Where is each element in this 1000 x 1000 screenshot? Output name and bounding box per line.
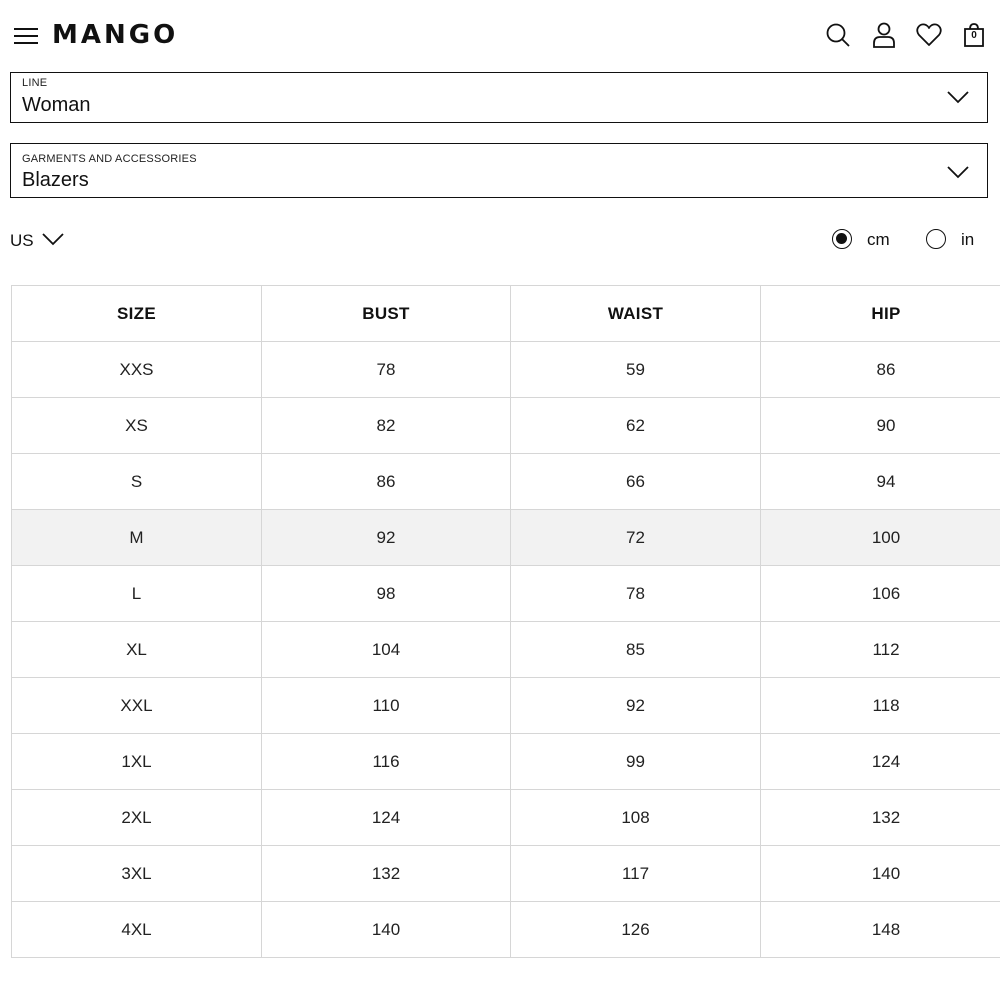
bust-cell: 78	[262, 342, 511, 398]
waist-cell: 85	[511, 622, 761, 678]
column-header-waist: WAIST	[511, 286, 761, 342]
hip-cell: 132	[761, 790, 1000, 846]
size-cell: XS	[12, 398, 262, 454]
waist-cell: 99	[511, 734, 761, 790]
waist-cell: 78	[511, 566, 761, 622]
garments-select-label: GARMENTS AND ACCESSORIES	[22, 153, 197, 165]
size-cell: 2XL	[12, 790, 262, 846]
bust-cell: 124	[262, 790, 511, 846]
size-cell: XXS	[12, 342, 262, 398]
table-row-highlighted	[12, 510, 1000, 566]
table-header-row	[12, 286, 1000, 342]
unit-radio-cm[interactable]	[832, 229, 852, 249]
bust-cell: 116	[262, 734, 511, 790]
hip-cell: 106	[761, 566, 1000, 622]
chevron-down-icon	[947, 165, 969, 179]
line-select[interactable]	[10, 72, 988, 123]
country-selector[interactable]: US	[10, 231, 34, 250]
size-cell: XXL	[12, 678, 262, 734]
waist-cell: 117	[511, 846, 761, 902]
hip-cell: 124	[761, 734, 1000, 790]
table-row	[12, 790, 1000, 846]
bust-cell: 132	[262, 846, 511, 902]
size-cell: XL	[12, 622, 262, 678]
menu-icon[interactable]	[14, 26, 40, 46]
bust-cell: 110	[262, 678, 511, 734]
unit-radio-in[interactable]	[926, 229, 946, 249]
hip-cell: 118	[761, 678, 1000, 734]
unit-label-in[interactable]: in	[961, 230, 975, 249]
hip-cell: 94	[761, 454, 1000, 510]
bag-count: 0	[971, 30, 977, 41]
table-row	[12, 846, 1000, 902]
bust-cell: 86	[262, 454, 511, 510]
bust-cell: 92	[262, 510, 511, 566]
size-cell: 3XL	[12, 846, 262, 902]
waist-cell: 108	[511, 790, 761, 846]
unit-label-cm[interactable]: cm	[867, 230, 890, 249]
table-row	[12, 734, 1000, 790]
waist-cell: 66	[511, 454, 761, 510]
size-chart-table	[11, 285, 1000, 958]
waist-cell: 59	[511, 342, 761, 398]
table-row	[12, 678, 1000, 734]
column-header-size: SIZE	[12, 286, 262, 342]
column-header-bust: BUST	[262, 286, 511, 342]
bust-cell: 82	[262, 398, 511, 454]
search-icon[interactable]	[823, 20, 853, 50]
size-cell: 4XL	[12, 902, 262, 958]
hip-cell: 90	[761, 398, 1000, 454]
waist-cell: 126	[511, 902, 761, 958]
shopping-bag-icon[interactable]	[959, 20, 989, 50]
garments-select[interactable]	[10, 143, 988, 198]
bust-cell: 104	[262, 622, 511, 678]
brand-logo[interactable]: MANGO	[52, 20, 179, 50]
size-cell: M	[12, 510, 262, 566]
size-cell: L	[12, 566, 262, 622]
waist-cell: 62	[511, 398, 761, 454]
line-select-value: Woman	[22, 94, 91, 116]
table-row	[12, 622, 1000, 678]
units-row	[10, 228, 990, 258]
chevron-down-icon[interactable]	[42, 232, 64, 246]
top-header	[0, 0, 1000, 72]
hip-cell: 140	[761, 846, 1000, 902]
waist-cell: 92	[511, 678, 761, 734]
hip-cell: 112	[761, 622, 1000, 678]
hip-cell: 148	[761, 902, 1000, 958]
chevron-down-icon	[947, 90, 969, 104]
garments-select-value: Blazers	[22, 169, 89, 191]
waist-cell: 72	[511, 510, 761, 566]
wishlist-heart-icon[interactable]	[914, 20, 944, 50]
table-row	[12, 566, 1000, 622]
column-header-hip: HIP	[761, 286, 1000, 342]
bust-cell: 98	[262, 566, 511, 622]
size-cell: 1XL	[12, 734, 262, 790]
table-row	[12, 902, 1000, 958]
size-cell: S	[12, 454, 262, 510]
line-select-label: LINE	[22, 77, 48, 89]
table-row	[12, 398, 1000, 454]
hip-cell: 100	[761, 510, 1000, 566]
bust-cell: 140	[262, 902, 511, 958]
account-icon[interactable]	[869, 20, 899, 50]
table-row	[12, 342, 1000, 398]
hip-cell: 86	[761, 342, 1000, 398]
table-row	[12, 454, 1000, 510]
